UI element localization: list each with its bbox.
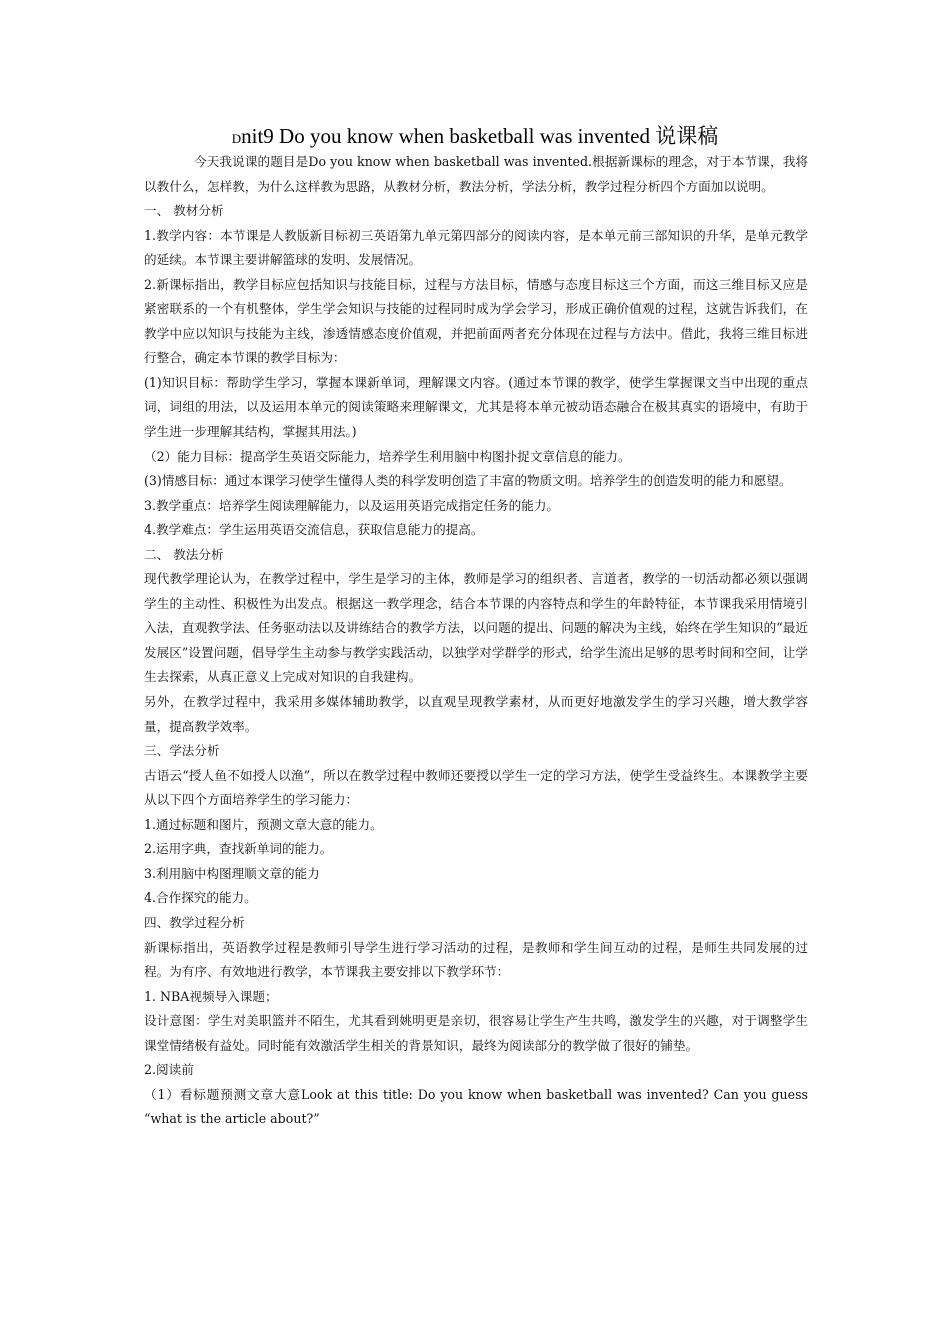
paragraph: 现代教学理论认为，在教学过程中，学生是学习的主体，教师是学习的组织者、言道者，教学的一切活动都必须以强调学生的主动性、积极性为出发点。根据这一教学理念，结合本节课的内容特点和学生的年龄特征，本节课我采用情境引入法，直观教学法、任务驱动法以及讲练结合的教学方法，以问题的提出、问题的解决为主线，始终在学生知识的“最近发展区”设置问题，倡导学生主动参与教学实践活动，以独学对学群学的形式，给学生流出足够的思考时间和空间，让学生去探索，从真正意义上完成对知识的自我建构。 xyxy=(144,571,808,685)
paragraph: （1）看标题预测文章大意Look at this title: Do you know when basketball was invented? Can you guess “what is the article about?” xyxy=(144,1086,808,1127)
section-heading-textbook-analysis: 一、 教材分析 xyxy=(144,203,224,219)
paragraph: 2.新课标指出，教学目标应包括知识与技能目标，过程与方法目标，情感与态度目标这三个方面，而这三维目标又应是紧密联系的一个有机整体，学生学会知识与技能的过程同时成为学会学习，形成正确价值观的过程，这就告诉我们，在教学中应以知识与技能为主线，渗透情感态度价值观，并把前面两者充分体现在过程与方法中。借此，我将三维目标进行整合，确定本节课的教学目标为： xyxy=(144,276,808,366)
list-item: 2.阅读前 xyxy=(144,1062,194,1078)
list-item: 4.合作探究的能力。 xyxy=(144,890,257,906)
paragraph: (1)知识目标：帮助学生学习，掌握本课新单词，理解课文内容。(通过本节课的教学，使学生掌握课文当中出现的重点词，词组的用法，以及运用本单元的阅读策略来理解课文，尤其是将本单元被动语态融合在极其真实的语境中，有助于学生进一步理解其结构，掌握其用法。) xyxy=(144,374,808,440)
paragraph: 1.教学内容：本节课是人教版新目标初三英语第九单元第四部分的阅读内容，是本单元前三部知识的升华，是单元教学的延续。本节课主要讲解篮球的发明、发展情况。 xyxy=(144,227,808,268)
section-heading-learning-method: 三、学法分析 xyxy=(144,743,220,759)
section-heading-teaching-process: 四、教学过程分析 xyxy=(144,914,245,930)
document-body xyxy=(144,150,808,1132)
section-heading-teaching-method: 二、 教法分析 xyxy=(144,546,224,562)
paragraph: (3)情感目标：通过本课学习使学生懂得人类的科学发明创造了丰富的物质文明。培养学生的创造发明的能力和愿望。 xyxy=(144,473,792,489)
paragraph: 另外，在教学过程中，我采用多媒体辅助教学，以直观呈现教学素材，从而更好地激发学生的学习兴趣，增大教学容量，提高教学效率。 xyxy=(144,694,808,734)
paragraph: （2）能力目标：提高学生英语交际能力，培养学生利用脑中构图扑捉文章信息的能力。 xyxy=(144,448,631,464)
list-item: 1.通过标题和图片，预测文章大意的能力。 xyxy=(144,816,383,832)
paragraph: 设计意图：学生对美职篮并不陌生，尤其看到姚明更是亲切，很容易让学生产生共鸣，激发学生的兴趣，对于调整学生课堂情绪极有益处。同时能有效激活学生相关的背景知识，最终为阅读部分的教学做了很好的铺垫。 xyxy=(144,1013,808,1053)
title-text: nit9 Do you know when basketball was invented 说课稿 xyxy=(241,124,719,148)
list-item: 3.利用脑中构图理顺文章的能力 xyxy=(144,865,320,881)
title-first-letter: D xyxy=(231,131,242,146)
intro-paragraph: 今天我说课的题目是Do you know when basketball was invented.根据新课标的理念，对于本节课，我将以教什么，怎样教，为什么这样教为思路，从教材分析，教法分析，学法分析，教学过程分析四个方面加以说明。 xyxy=(144,154,808,194)
list-item: 2.运用字典，查找新单词的能力。 xyxy=(144,841,333,857)
paragraph: 4.教学难点：学生运用英语交流信息，获取信息能力的提高。 xyxy=(144,522,484,538)
document-title xyxy=(0,122,950,153)
paragraph: 新课标指出，英语教学过程是教师引导学生进行学习活动的过程，是教师和学生间互动的过程，是师生共同发展的过程。为有序、有效地进行教学，本节课我主要安排以下教学环节： xyxy=(144,939,808,980)
list-item: 1. NBA视频导入课题； xyxy=(144,988,278,1004)
paragraph: 3.教学重点：培养学生阅读理解能力，以及运用英语完成指定任务的能力。 xyxy=(144,497,560,513)
paragraph: 古语云“授人鱼不如授人以渔”，所以在教学过程中教师还要授以学生一定的学习方法，使学生受益终生。本课教学主要从以下四个方面培养学生的学习能力： xyxy=(144,767,808,808)
